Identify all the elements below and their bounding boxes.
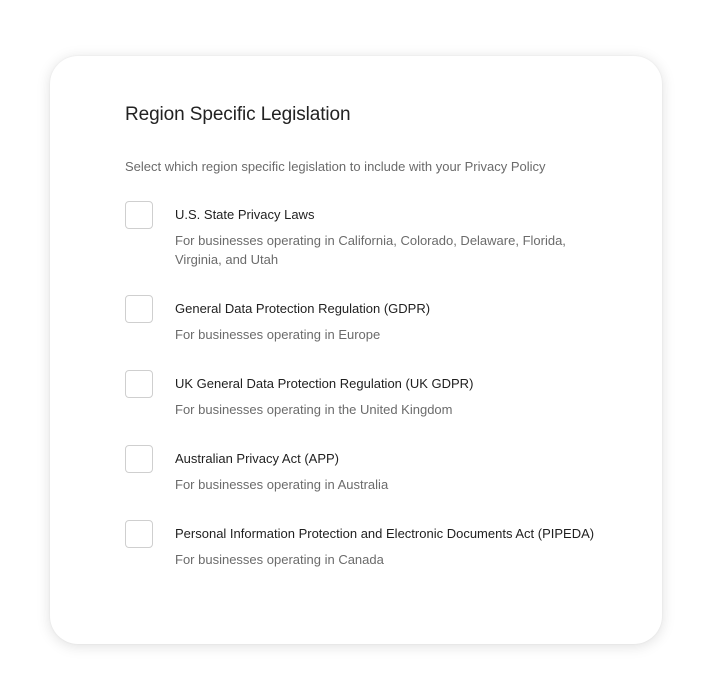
option-label[interactable]: General Data Protection Regulation (GDPR) <box>175 301 431 316</box>
legislation-card <box>50 56 662 644</box>
australian-privacy-act-checkbox[interactable] <box>125 445 153 473</box>
option-label[interactable]: Australian Privacy Act (APP) <box>175 451 339 466</box>
option-uk-gdpr <box>125 370 595 419</box>
us-state-privacy-laws-checkbox[interactable] <box>125 201 153 229</box>
option-description: For businesses operating in Canada <box>175 552 384 567</box>
option-description: For businesses operating in Europe <box>175 327 381 342</box>
uk-gdpr-checkbox[interactable] <box>125 370 153 398</box>
option-description: For businesses operating in the United Kingdom <box>175 402 453 417</box>
option-australian-privacy-act <box>125 445 595 494</box>
option-gdpr <box>125 295 595 344</box>
option-label[interactable]: UK General Data Protection Regulation (UK GDPR) <box>175 376 474 391</box>
option-description: For businesses operating in California, Colorado, Delaware, Florida, Virginia, and Utah <box>175 233 566 267</box>
option-pipeda <box>125 520 595 569</box>
option-description: For businesses operating in Australia <box>175 477 389 492</box>
gdpr-checkbox[interactable] <box>125 295 153 323</box>
option-us-state-privacy-laws <box>125 201 595 269</box>
card-subtitle: Select which region specific legislation to include with your Privacy Policy <box>125 159 546 174</box>
option-label[interactable]: U.S. State Privacy Laws <box>175 207 315 222</box>
card-title: Region Specific Legislation <box>125 104 351 125</box>
pipeda-checkbox[interactable] <box>125 520 153 548</box>
option-label[interactable]: Personal Information Protection and Electronic Documents Act (PIPEDA) <box>175 526 595 541</box>
legislation-options-list <box>125 201 595 595</box>
